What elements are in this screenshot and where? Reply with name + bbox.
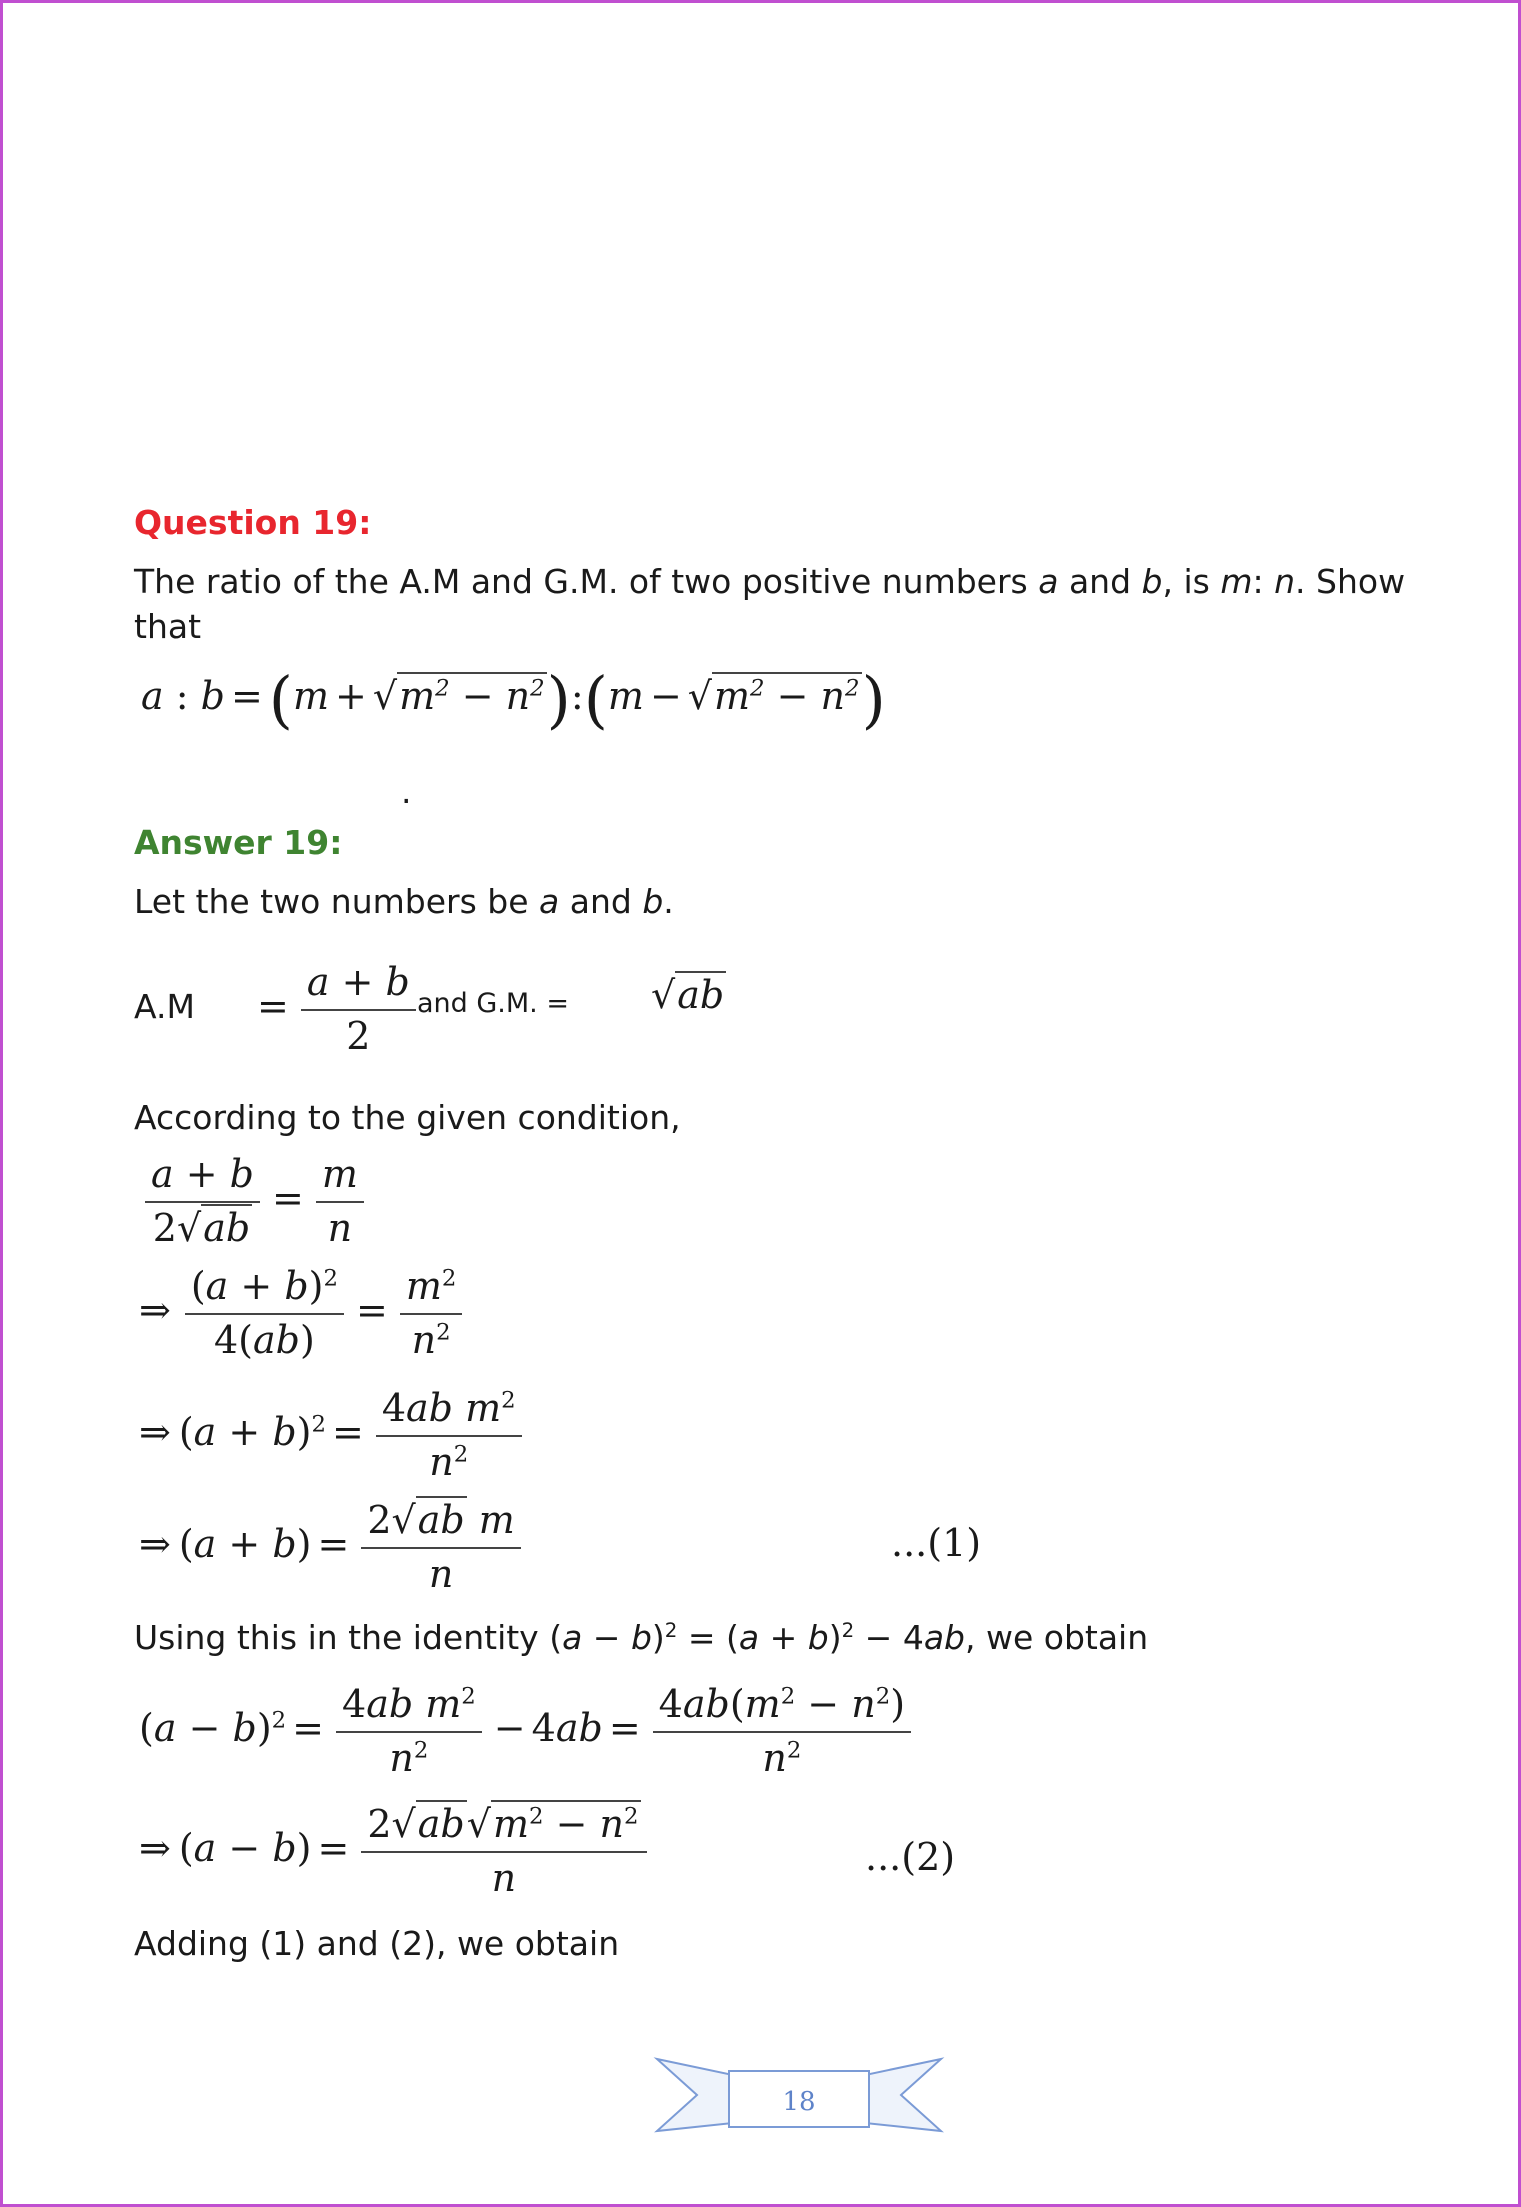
question-formula: a : $b =(m + √m^2$ − $n^2):(m - √m^2 - n^2)$ <box>141 663 886 736</box>
adding-text: Adding (1) and (2), we obtain <box>134 1924 620 1963</box>
equation-step-2: ⇒ $\frac{(a + b)^2}{4(ab)}$ = $\frac{m^2}{n^2}$ <box>139 1265 468 1362</box>
gm-formula: √ab <box>651 973 725 1017</box>
answer-heading: Answer 19: <box>134 823 343 862</box>
identity-text: Using this in the identity $(a - b)^2 = (a + b)^2 - 4ab$, we obtain <box>134 1618 1149 1657</box>
equation-ref-2: ...(2) <box>865 1835 956 1879</box>
equation-step-1: $\frac{a + b}{2√ab}$ = $\frac{m}{n}$ <box>139 1153 370 1250</box>
equation-ref-1: ...(1) <box>891 1521 982 1565</box>
equation-step-5: $(a - b)^2$ = $\frac{4ab m^2}{n^2}$ − 4ab = $\frac{4ab(m^2 - n^2)}{n^2}$ <box>139 1683 917 1780</box>
gm-label: and G.M. = <box>417 988 569 1019</box>
question-text-line-1: The ratio of the A.M and G.M. of two positive numbers a and b, is m: n. Show <box>134 562 1406 601</box>
equation-step-6: ⇒ (a − b) = $\frac{2√ab√m^2 - n^2}{n}$ <box>139 1803 653 1900</box>
condition-text: According to the given condition, <box>134 1098 681 1137</box>
am-label: A.M <box>134 987 195 1026</box>
equation-step-4: ⇒ (a + b) = $\frac{\text{2√ab m}}{n}$ <box>139 1499 527 1596</box>
equation-step-3: ⇒ $(a + b)^2$ = $\frac{4ab m^2}{n^2}$ <box>139 1387 528 1484</box>
answer-intro: Let the two numbers be a and b. <box>134 882 674 921</box>
question-text-line-2: that <box>134 607 202 646</box>
question-heading: Question 19: <box>134 503 372 542</box>
question-trailing-dot: . <box>401 772 412 811</box>
am-formula: = $\frac{a + b}{2}$ <box>251 961 422 1058</box>
page-number: 18 <box>782 2087 816 2117</box>
